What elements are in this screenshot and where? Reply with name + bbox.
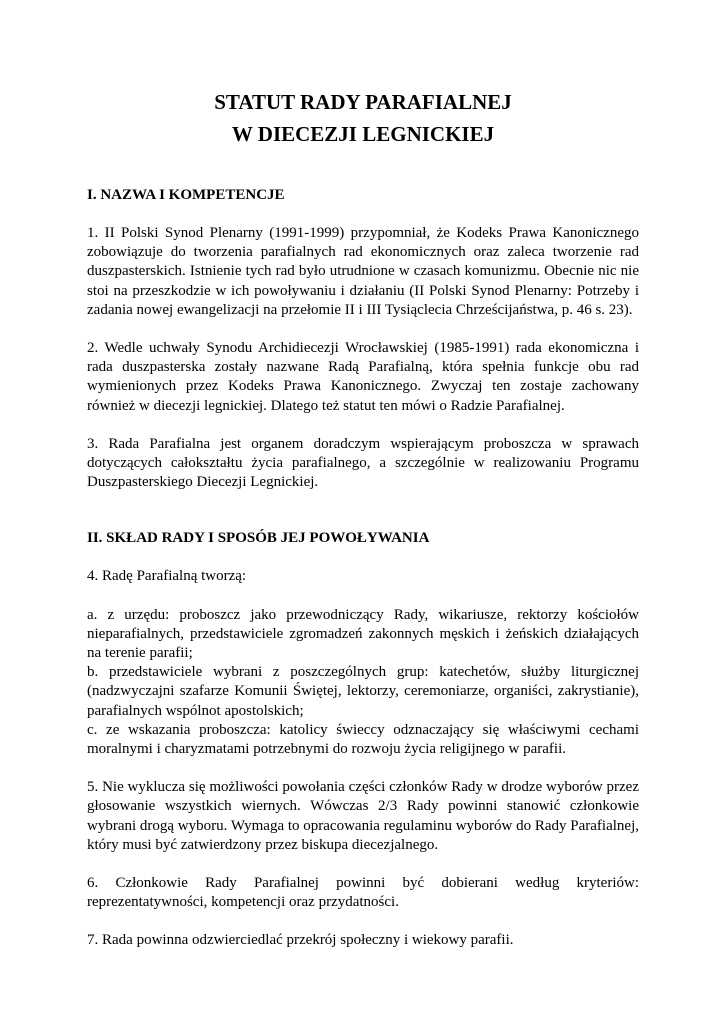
section-heading-2: II. SKŁAD RADY I SPOSÓB JEJ POWOŁYWANIA xyxy=(87,530,430,547)
paragraph-2: 2. Wedle uchwały Synodu Archidiecezji Wrocławskiej (1985-1991) rada ekonomiczna i rada duszpasterska zostały nazwane Radą Parafialną, która spełnia funkcje obu rad wymienionych przez Kodeks Prawa Kanonicznego. Zwyczaj ten zostaje zachowany również w diecezji legnickiej. Dlatego też statut ten mówi o Radzie Parafialnej. xyxy=(87,340,639,414)
paragraph-7: 7. Rada powinna odzwierciedlać przekrój społeczny i wiekowy parafii. xyxy=(87,932,514,949)
paragraph-3: 3. Rada Parafialna jest organem doradczym wspierającym proboszcza w sprawach dotyczących całokształtu życia parafialnego, a szczególnie w realizowaniu Programu Duszpasterskiego Diecezji Legnickiej. xyxy=(87,435,639,491)
section-heading-1: I. NAZWA I KOMPETENCJE xyxy=(87,187,285,203)
paragraph-1: 1. II Polski Synod Plenarny (1991-1999) przypomniał, że Kodeks Prawa Kanonicznego zobowiązuje do tworzenia parafialnych rad ekonomicznych oraz zaleca tworzenie rad duszpasterskich. Istnienie tych rad było utrudnione w czasach komunizmu. Obecnie nic nie stoi na przeszkodzie w ich powoływaniu i działaniu (II Polski Synod Plenarny: Potrzeby i zadania nowej ewangelizacji na przełomie II i III Tysiąclecia Chrześcijaństwa, p. 46 s. 23). xyxy=(87,225,639,318)
list-item-a: a. z urzędu: proboszcz jako przewodniczący Rady, wikariusze, rektorzy kościołów nieparafialnych, przedstawiciele zgromadzeń zakonnych męskich i żeńskich działających na terenie parafii; xyxy=(87,606,639,662)
paragraph-4-intro: 4. Radę Parafialną tworzą: xyxy=(87,568,247,585)
paragraph-5: 5. Nie wyklucza się możliwości powołania części członków Rady w drodze wyborów przez głosowanie wszystkich wiernych. Wówczas 2/3 Rady powinni stanowić członkowie wybrani drogą wyboru. Wymaga to opracowania regulaminu wyborów do Rady Parafialnej, który musi być zatwierdzony przez biskupa diecezjalnego. xyxy=(87,779,639,853)
paragraph-6: 6. Członkowie Rady Parafialnej powinni być dobierani według kryteriów: reprezentatywności, kompetencji oraz przydatności. xyxy=(87,875,639,911)
list-item-c: c. ze wskazania proboszcza: katolicy świeccy odznaczający się właściwymi cechami moralnymi i charyzmatami potrzebnymi do rozwoju życia religijnego w parafii. xyxy=(87,721,639,758)
list-item-b: b. przedstawiciele wybrani z poszczególnych grup: katechetów, służby liturgicznej (nadzwyczajni szafarze Komunii Świętej, lektorzy, ceremoniarze, organiści, zakrystianie), parafialnych wspólnot apostolskich; xyxy=(87,664,639,719)
document-title-line-2: W DIECEZJI LEGNICKIEJ xyxy=(231,122,495,146)
document-title-line-1: STATUT RADY PARAFIALNEJ xyxy=(214,90,512,114)
